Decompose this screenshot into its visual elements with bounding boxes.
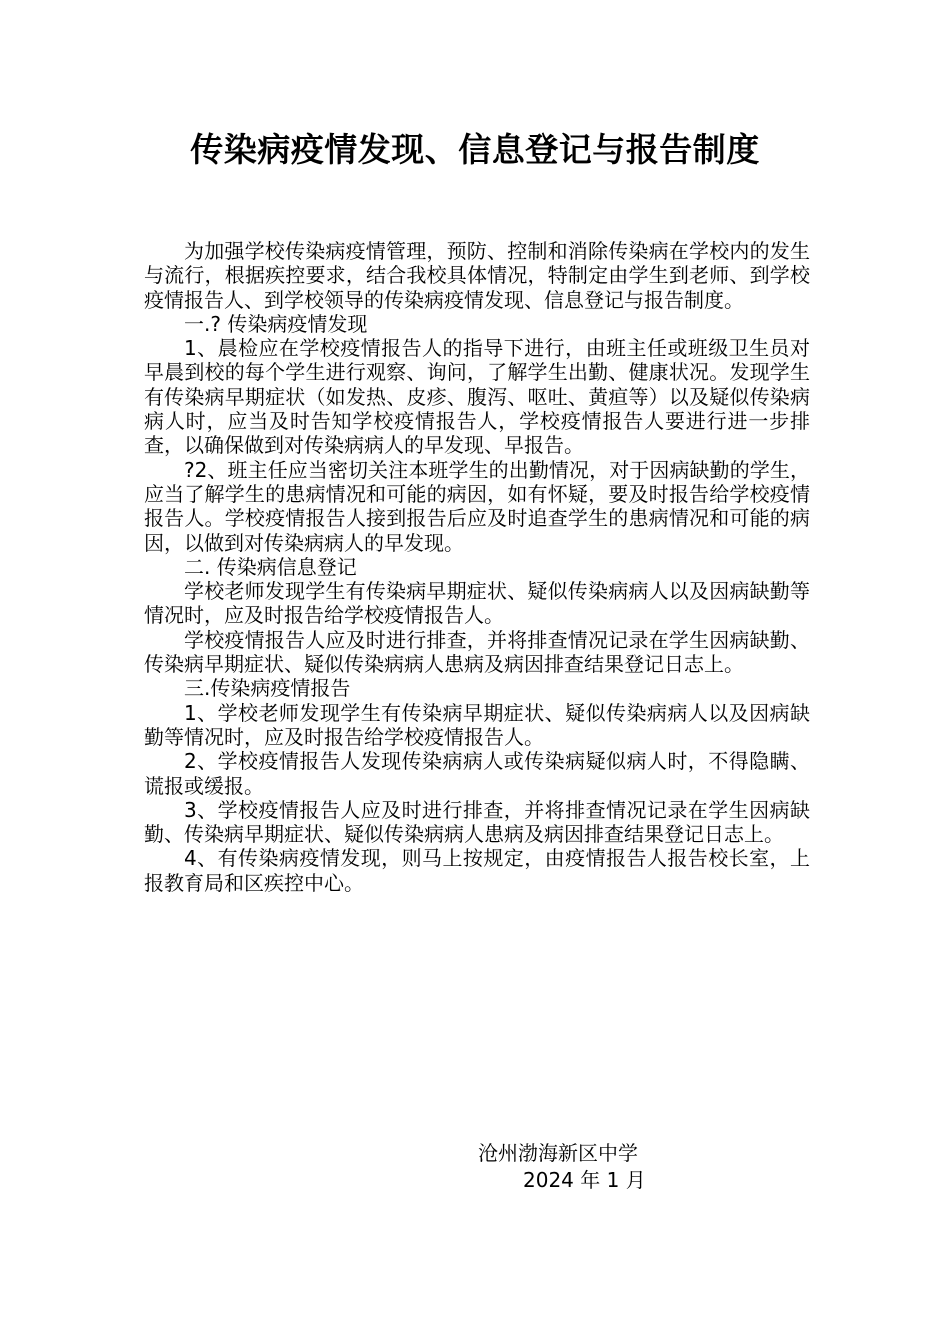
- report-item-4: 4、有传染病疫情发现，则马上按规定，由疫情报告人报告校长室，上报教育局和区疾控中心。: [144, 846, 810, 895]
- signature-block: [478, 1140, 646, 1194]
- report-item-3: 3、学校疫情报告人应及时进行排查，并将排查情况记录在学生因病缺勤、传染病早期症状、疑似传染病病人患病及病因排查结果登记日志上。: [144, 797, 810, 847]
- discovery-item-1: 1、晨检应在学校疫情报告人的指导下进行，由班主任或班级卫生员对早晨到校的每个学生进行观察、询问，了解学生出勤、健康状况。发现学生有传染病早期症状（如发热、皮疹、腹泻、呕吐、黄疸等）以及疑似传染病病人时，应当及时告知学校疫情报告人，学校疫情报告人要进行进一步排查，以确保做到对传染病病人的早发现、早报告。: [144, 336, 810, 458]
- discovery-item-2: ?2、班主任应当密切关注本班学生的出勤情况，对于因病缺勤的学生，应当了解学生的患病情况和可能的病因，如有怀疑，要及时报告给学校疫情报告人。学校疫情报告人接到报告后应及时追查学生的患病情况和可能的病因，以做到对传染病病人的早发现。: [144, 457, 810, 555]
- signature-date: 2024 年 1 月: [523, 1168, 646, 1192]
- registration-paragraph-1: 学校老师发现学生有传染病早期症状、疑似传染病病人以及因病缺勤等情况时，应及时报告给学校疫情报告人。: [144, 579, 810, 628]
- report-item-2: 2、学校疫情报告人发现传染病病人或传染病疑似病人时，不得隐瞒、谎报或缓报。: [144, 749, 810, 798]
- document-body: [144, 239, 810, 895]
- intro-paragraph: 为加强学校传染病疫情管理，预防、控制和消除传染病在学校内的发生与流行，根据疾控要求，结合我校具体情况，特制定由学生到老师、到学校疫情报告人、到学校领导的传染病疫情发现、信息登记与报告制度。: [144, 239, 810, 312]
- registration-paragraph-2: 学校疫情报告人应及时进行排查，并将排查情况记录在学生因病缺勤、传染病早期症状、疑似传染病病人患病及病因排查结果登记日志上。: [144, 627, 810, 677]
- section-heading-discovery: 一.? 传染病疫情发现: [184, 311, 368, 336]
- report-item-1: 1、学校老师发现学生有传染病早期症状、疑似传染病病人以及因病缺勤等情况时，应及时报告给学校疫情报告人。: [144, 700, 810, 749]
- signature-organization: 沧州渤海新区中学: [478, 1141, 638, 1165]
- section-heading-registration: 二. 传染病信息登记: [184, 554, 357, 579]
- document-title: 传染病疫情发现、信息登记与报告制度: [190, 130, 760, 169]
- section-heading-report: 三.传染病疫情报告: [184, 676, 351, 701]
